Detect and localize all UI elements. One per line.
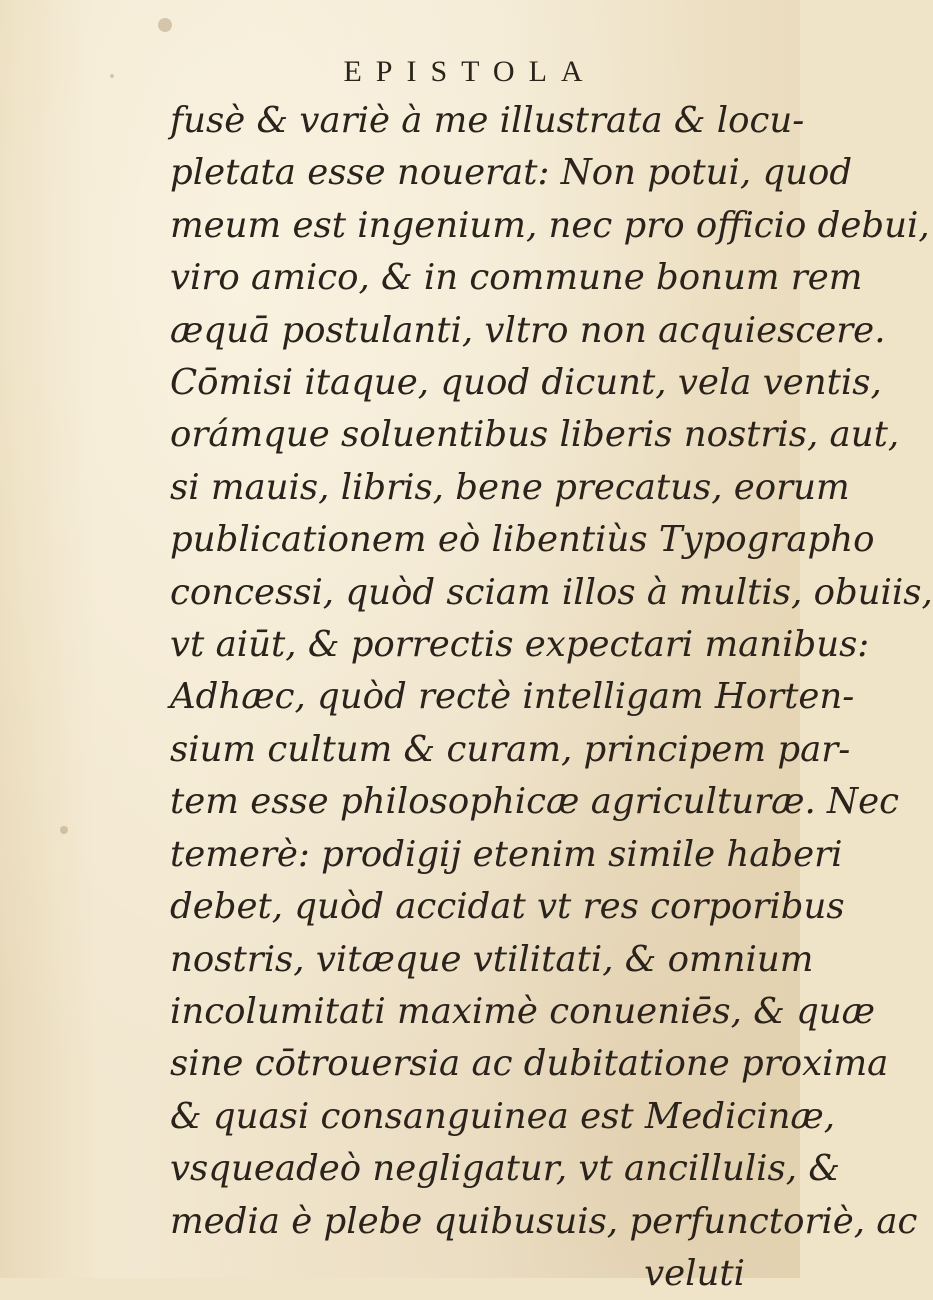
text-line: & quasi consanguinea est Medicinæ, (170, 1095, 836, 1137)
text-line: incolumitati maximè conueniēs, & quæ (170, 990, 876, 1032)
text-line: nostris, vitæque vtilitati, & omnium (170, 938, 814, 980)
text-line: debet, quòd accidat vt res corporibus (170, 886, 845, 928)
text-line: temerè: prodigij etenim simile haberi (170, 833, 843, 875)
text-line: orámque soluentibus liberis nostris, aut, (170, 414, 900, 456)
text-line: meum est ingenium, nec pro officio debui, (170, 204, 930, 246)
text-line: viro amico, & in commune bonum rem (170, 257, 863, 299)
text-line: tem esse philosophicæ agriculturæ. Nec (170, 781, 899, 823)
text-line: fusè & variè à me illustrata & locu- (170, 100, 805, 141)
text-line: vsqueadeò negligatur, vt ancillulis, & (170, 1148, 840, 1190)
ink-stain (158, 18, 172, 32)
text-line: sium cultum & curam, principem par- (170, 728, 851, 770)
text-line: media è plebe quibusuis, perfunctoriè, ac (170, 1200, 918, 1242)
text-line: sine cōtrouersia ac dubitatione proxima (170, 1043, 889, 1085)
body-text (170, 95, 933, 1300)
text-line: publicationem eò libentiùs Typographo (170, 519, 875, 561)
text-line: pletata esse nouerat: Non potui, quod (170, 152, 853, 194)
paper-speck (60, 826, 68, 834)
text-line: concessi, quòd sciam illos à multis, obuiis, (170, 571, 933, 613)
text-line: si mauis, libris, bene precatus, eorum (170, 466, 850, 508)
text-line: vt aiūt, & porrectis expectari manibus: (170, 624, 870, 666)
running-header: EPISTOLA (343, 55, 597, 88)
text-line: Adhæc, quòd rectè intelligam Horten- (170, 676, 855, 718)
catchword: veluti (644, 1252, 745, 1294)
text-line: æquā postulanti, vltro non acquiescere. (170, 309, 886, 351)
text-line: Cōmisi itaque, quod dicunt, vela ventis, (170, 362, 882, 404)
